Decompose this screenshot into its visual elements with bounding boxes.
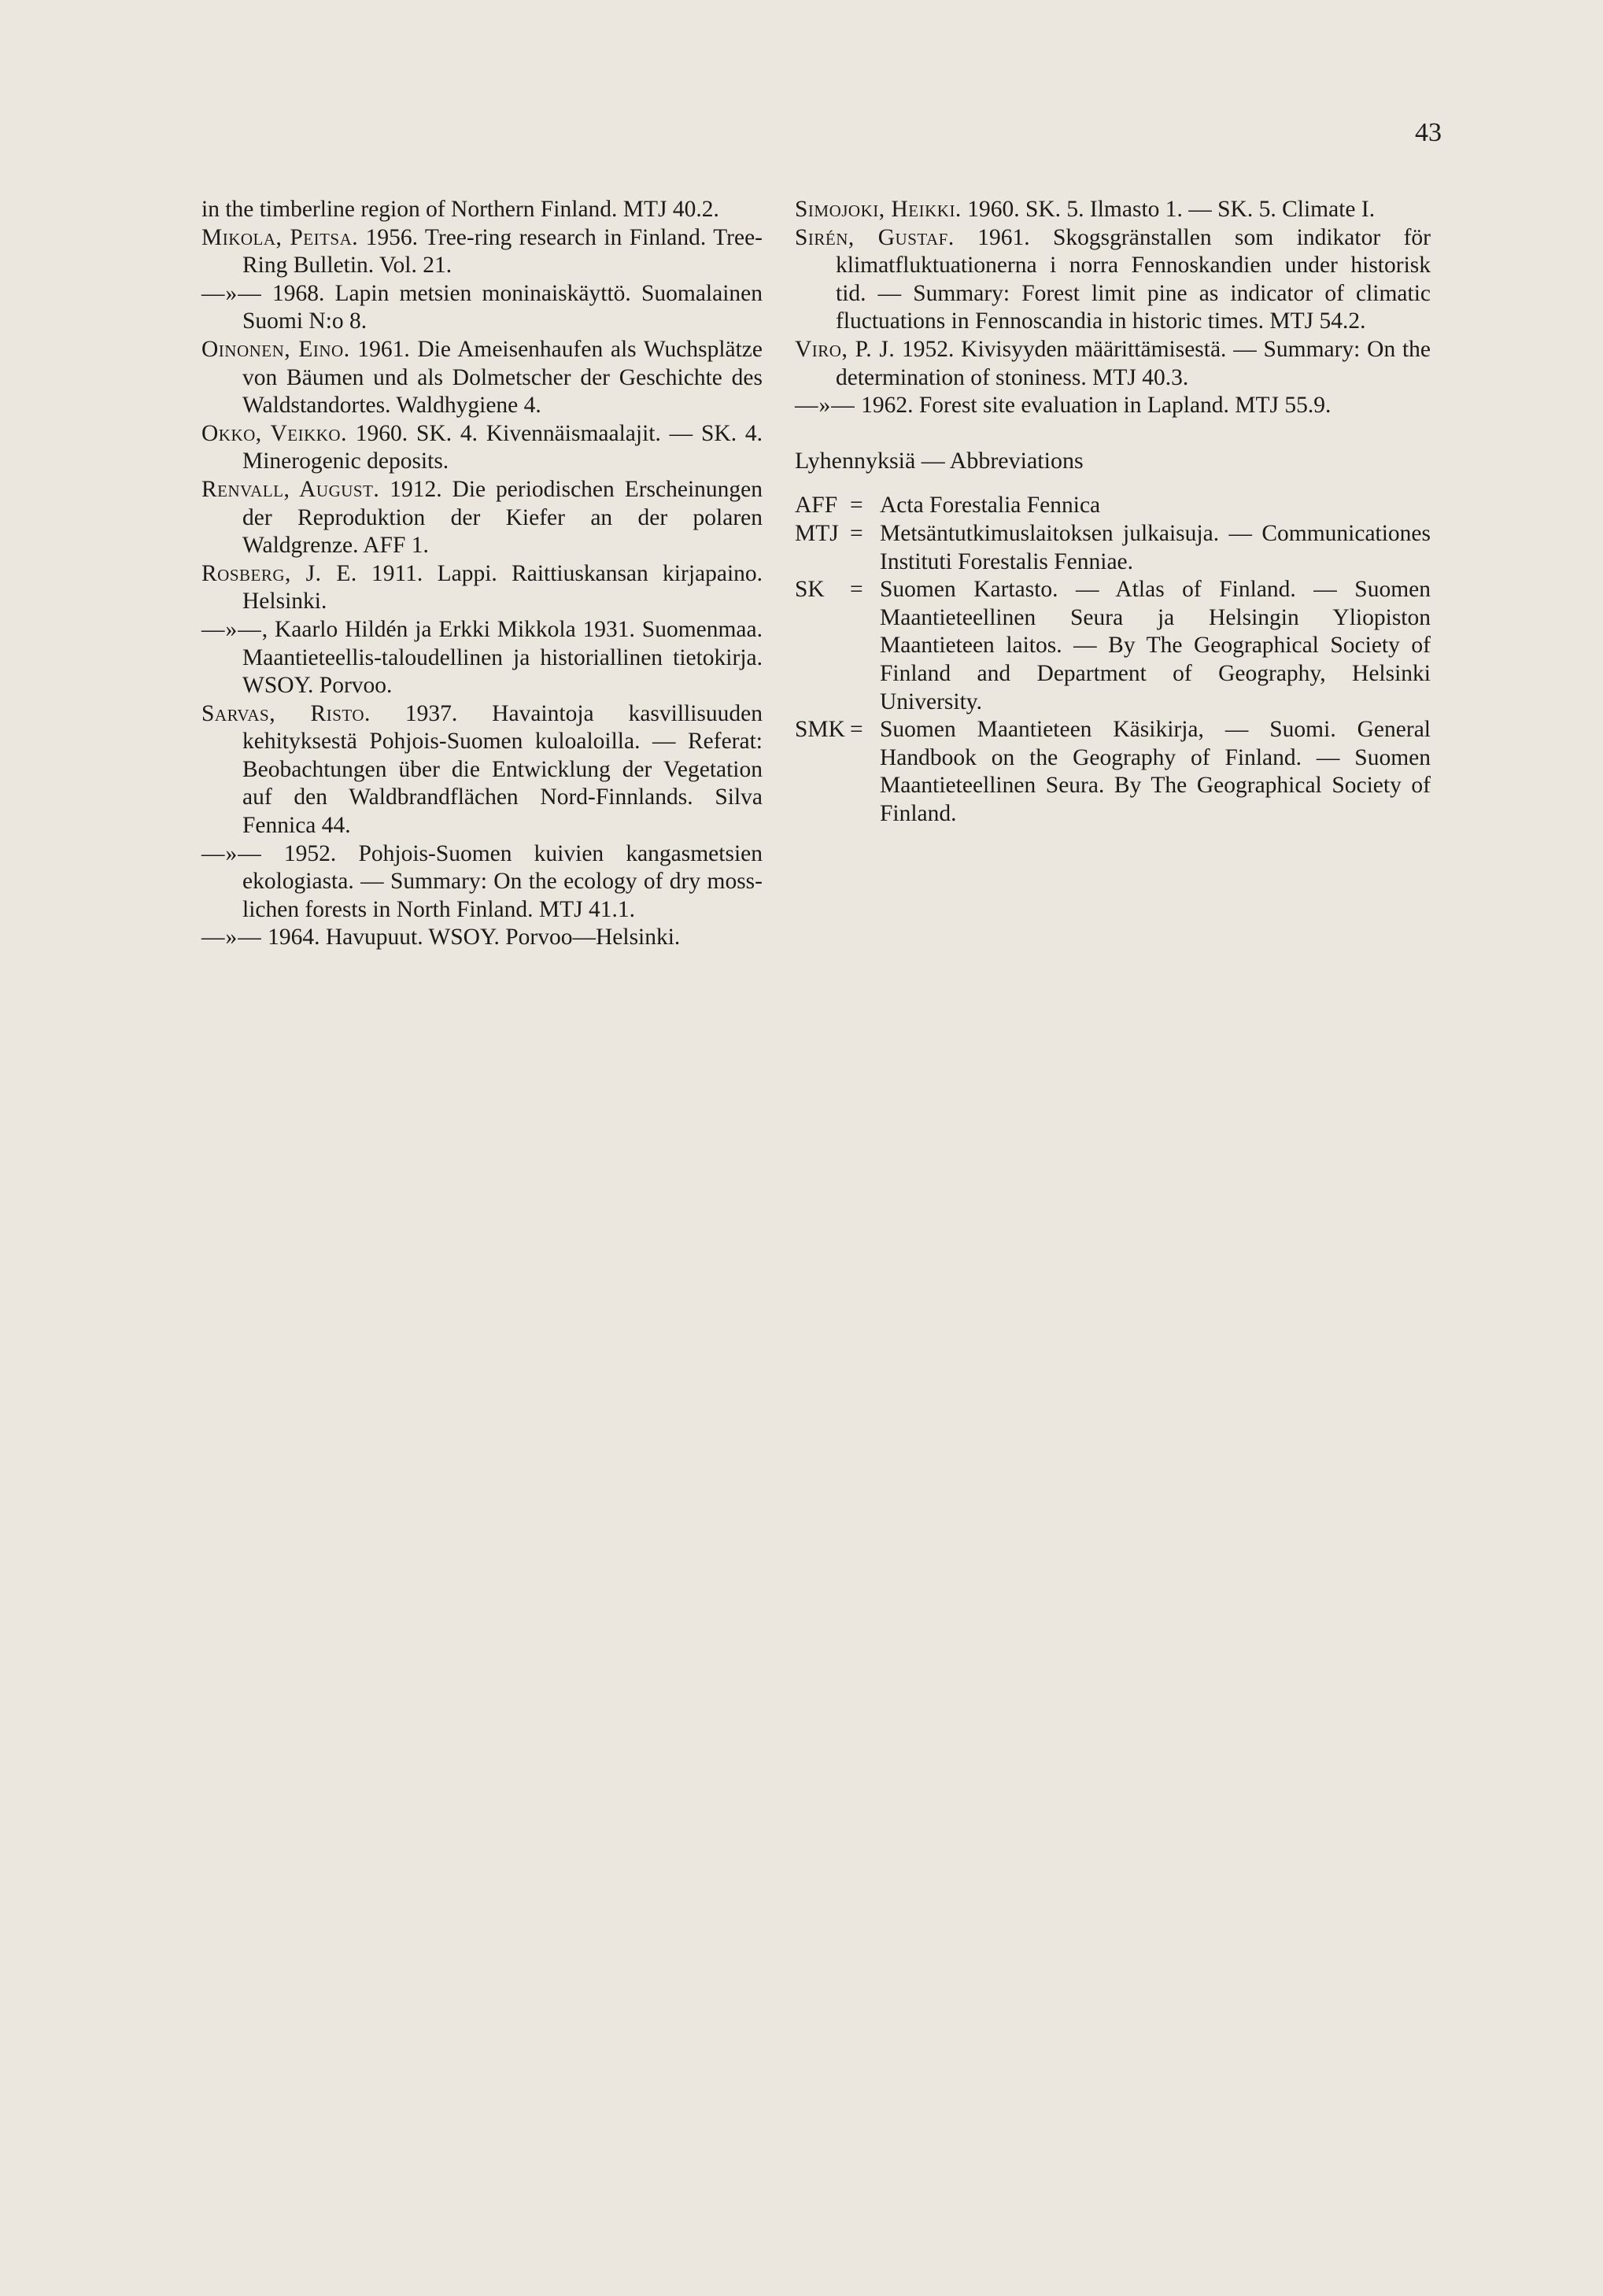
- reference-author: Sirén, Gustaf.: [795, 224, 955, 250]
- reference-text: 1956. Tree-ring research in Finland. Tree-Ring Bulletin. Vol. 21.: [242, 224, 763, 279]
- abbreviation-definition: Metsäntutkimuslaitoksen julkaisuja. — Communicationes Instituti Forestalis Fenniae.: [880, 520, 1431, 574]
- abbreviation-equals: =: [850, 577, 863, 603]
- reference-text: in the timberline region of Northern Finland. MTJ 40.2.: [201, 197, 719, 222]
- reference-entry: [201, 560, 763, 616]
- reference-text: 1962. Forest site evaluation in Lapland. MTJ 55.9.: [861, 393, 1332, 419]
- reference-entry: [201, 616, 763, 700]
- reference-entry: [795, 336, 1431, 392]
- reference-text: 1961. Die Ameisenhaufen als Wuchsplätze von Bäumen und als Dolmetscher der Geschichte des Waldstandortes. Waldhygiene 4.: [242, 336, 763, 419]
- reference-entry: [201, 476, 763, 560]
- reference-entry: [201, 420, 763, 476]
- reference-text: 1952. Pohjois-Suomen kuivien kangasmetsien ekologiasta. — Summary: On the ecology of dry moss-lichen forests in North Finland. MTJ 41.1.: [242, 840, 763, 922]
- reference-author: Mikola, Peitsa.: [201, 224, 359, 250]
- reference-text: 1961. Skogsgränstallen som indikator för klimatfluktuationerna i norra Fennoskandien under historisk tid. — Summary: Forest limit pine as indicator of climatic fluctuations in Fennoscandia in historic times. MTJ 54.2.: [836, 224, 1431, 334]
- abbreviations-heading: Lyhennyksiä — Abbreviations: [795, 447, 1084, 474]
- reference-ditto: —»—: [201, 280, 262, 306]
- reference-ditto: —»—: [201, 925, 262, 951]
- reference-author: Okko, Veikko.: [201, 420, 347, 446]
- abbreviation-row: [795, 520, 1431, 576]
- reference-text: 1912. Die periodischen Erscheinungen der Reproduktion der Kiefer an der polaren Waldgrenze. AFF 1.: [242, 476, 763, 559]
- abbreviation-key: MTJ: [795, 520, 839, 546]
- reference-entry: [795, 224, 1431, 336]
- reference-author: Sarvas, Risto.: [201, 700, 371, 726]
- page-number: 43: [1415, 118, 1442, 147]
- reference-author: Simojoki, Heikki.: [795, 197, 962, 222]
- reference-author: Renvall, August.: [201, 476, 380, 502]
- reference-ditto: —»—: [201, 840, 262, 866]
- left-reference-column: [201, 196, 763, 952]
- reference-text: 1911. Lappi. Raittiuskansan kirjapaino. Helsinki.: [242, 560, 763, 615]
- reference-text: 1952. Kivisyyden määrittämisestä. — Summary: On the determination of stoniness. MTJ 40.3.: [836, 336, 1431, 390]
- reference-ditto: —»—: [795, 393, 855, 419]
- reference-author: Rosberg, J. E.: [201, 560, 357, 586]
- abbreviation-definition: Acta Forestalia Fennica: [880, 493, 1101, 519]
- abbreviation-row: [795, 576, 1431, 716]
- reference-author: Viro, P. J.: [795, 336, 896, 362]
- abbreviations-list: [795, 492, 1431, 828]
- abbreviation-definition: Suomen Maantieteen Käsikirja, — Suomi. General Handbook on the Geography of Finland. — Suomen Maantieteellinen Seura. By The Geographical Society of Finland.: [880, 717, 1431, 826]
- reference-entry: [201, 224, 763, 280]
- reference-text: 1960. SK. 5. Ilmasto 1. — SK. 5. Climate I.: [967, 197, 1376, 222]
- reference-author: Oinonen, Eino.: [201, 336, 350, 362]
- reference-text: 1964. Havupuut. WSOY. Porvoo—Helsinki.: [268, 925, 681, 951]
- reference-entry: [201, 700, 763, 840]
- reference-entry: [201, 840, 763, 925]
- abbreviation-equals: =: [850, 493, 863, 519]
- abbreviation-key: SMK: [795, 717, 845, 743]
- reference-text: 1937. Havaintoja kasvillisuuden kehityksestä Pohjois-Suomen kuloaloilla. — Referat: Beobachtungen über die Entwicklung der Vegetation auf den Waldbrandflächen Nord-Finnlands. Silva Fennica 44.: [242, 700, 763, 839]
- reference-entry: [201, 336, 763, 420]
- abbreviation-equals: =: [850, 520, 863, 546]
- abbreviation-key: AFF: [795, 493, 838, 519]
- abbreviation-row: [795, 716, 1431, 828]
- reference-text: 1960. SK. 4. Kivennäismaalajit. — SK. 4. Minerogenic deposits.: [242, 420, 763, 474]
- reference-entry: [201, 280, 763, 336]
- reference-text: , Kaarlo Hildén ja Erkki Mikkola 1931. Suomenmaa. Maantieteellis-taloudellinen ja historiallinen tietokirja. WSOY. Porvoo.: [242, 616, 763, 699]
- right-reference-column: [795, 196, 1431, 828]
- abbreviation-key: SK: [795, 577, 825, 603]
- reference-ditto: —»—: [201, 616, 262, 642]
- abbreviation-definition: Suomen Kartasto. — Atlas of Finland. — Suomen Maantieteellinen Seura ja Helsingin Yliopiston Maantieteen laitos. — By The Geographical Society of Finland and Department of Geography, Helsinki University.: [880, 577, 1431, 714]
- abbreviation-equals: =: [850, 717, 863, 743]
- reference-text: 1968. Lapin metsien moninaiskäyttö. Suomalainen Suomi N:o 8.: [242, 280, 763, 334]
- reference-entry: [201, 196, 763, 224]
- reference-entry: [795, 196, 1431, 224]
- reference-entry: [201, 924, 763, 952]
- abbreviation-row: [795, 492, 1431, 520]
- reference-entry: [795, 392, 1431, 420]
